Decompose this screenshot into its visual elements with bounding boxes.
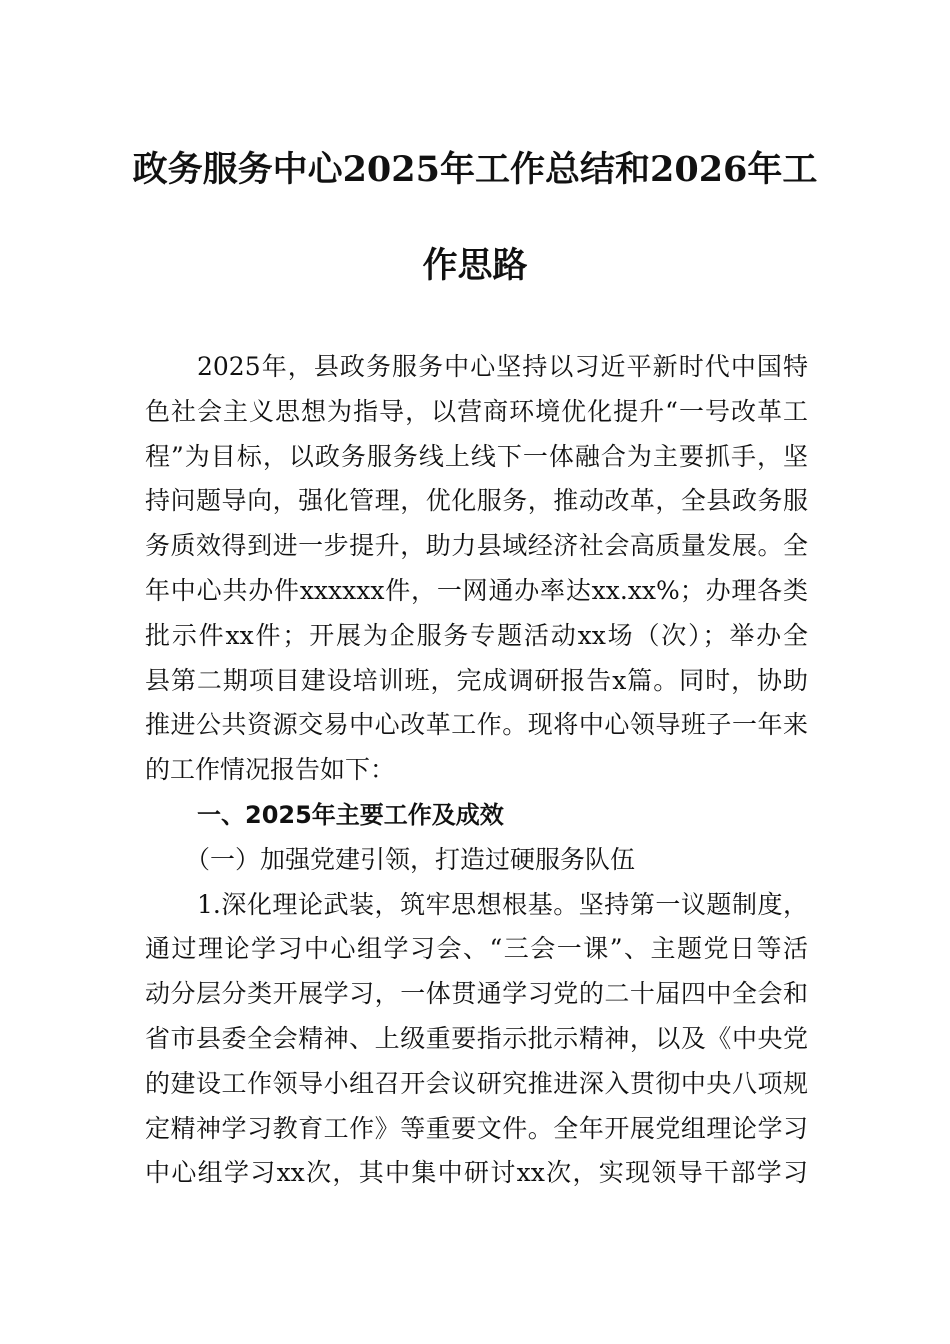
paragraph-line: 持问题导向，强化管理，优化服务，推动改革，全县政务服 <box>145 486 808 516</box>
document-title-line-2: 作思路 <box>422 245 528 286</box>
paragraph-line: 通过理论学习中心组学习会、“三会一课”、主题党日等活 <box>145 934 808 964</box>
paragraph-line: 省市县委全会精神、上级重要指示批示精神，以及《中央党 <box>145 1023 808 1053</box>
document-body <box>145 345 808 1196</box>
paragraph-line: 中心组学习xx次，其中集中研讨xx次，实现领导干部学习 <box>145 1158 808 1188</box>
section-heading: 一、2025年主要工作及成效 <box>197 800 504 829</box>
document-title-line-1: 政务服务中心2025年工作总结和2026年工 <box>132 149 818 190</box>
paragraph-line: 动分层分类开展学习，一体贯通学习党的二十届四中全会和 <box>145 979 808 1009</box>
paragraph-line: 批示件xx件；开展为企服务专题活动xx场（次）；举办全 <box>145 620 808 650</box>
paragraph-line: 1.深化理论武装，筑牢思想根基。坚持第一议题制度， <box>197 889 808 919</box>
subsection-heading: （一）加强党建引领，打造过硬服务队伍 <box>185 844 636 874</box>
paragraph-line: 务质效得到进一步提升，助力县域经济社会高质量发展。全 <box>145 531 808 561</box>
paragraph-line: 程”为目标，以政务服务线上线下一体融合为主要抓手，坚 <box>145 441 808 471</box>
paragraph-line: 2025年，县政务服务中心坚持以习近平新时代中国特 <box>197 352 808 381</box>
paragraph-line: 定精神学习教育工作》等重要文件。全年开展党组理论学习 <box>145 1113 808 1143</box>
paragraph-line: 年中心共办件xxxxxx件，一网通办率达xx.xx%；办理各类 <box>145 575 808 605</box>
paragraph-line: 色社会主义思想为指导，以营商环境优化提升“一号改革工 <box>145 396 808 426</box>
paragraph-line: 的工作情况报告如下： <box>145 755 396 785</box>
paragraph-line: 县第二期项目建设培训班，完成调研报告x篇。同时，协助 <box>145 665 808 695</box>
paragraph-line: 的建设工作领导小组召开会议研究推进深入贯彻中央八项规 <box>145 1068 808 1098</box>
paragraph-line: 推进公共资源交易中心改革工作。现将中心领导班子一年来 <box>145 710 808 740</box>
